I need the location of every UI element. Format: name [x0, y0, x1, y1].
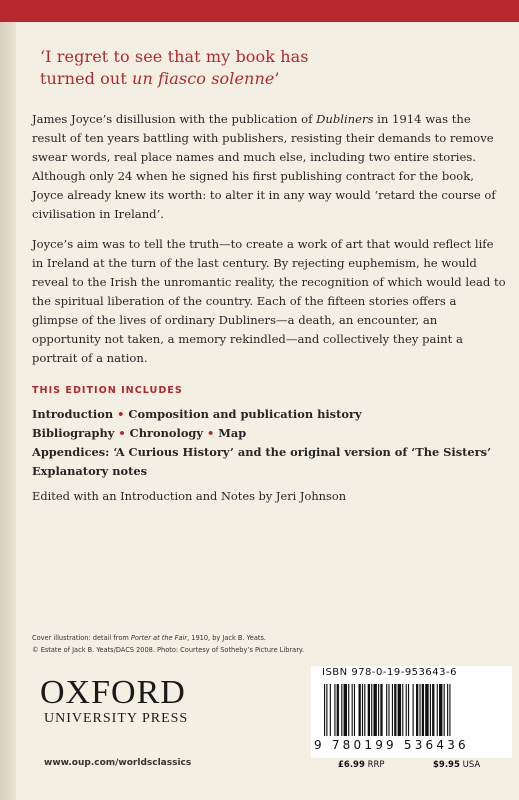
- bullet-icon: •: [118, 426, 126, 440]
- blurb-paragraph-2: Joyce’s aim was to tell the truth—to create a work of art that would reflect life in Ireland at the turn of the last century. By rejecting euphemism, he would reveal to the Irish the unromantic reality, the recognition of which would lead to the spiritual liberation of the country. Each of the fifteen stories offers a glimpse of the lives of ordinary Dubliners—a death, an encounter, an opportunity not taken, a memory rekindled—and collectively they paint a portrait of a nation.: [32, 237, 506, 365]
- publisher-url: www.oup.com/worldsclassics: [44, 758, 192, 768]
- top-color-band: [0, 0, 519, 22]
- pull-quote-italic: un fiasco solenne: [132, 69, 275, 88]
- price-us-value: $9.95: [433, 760, 460, 770]
- cover-credit-title: Porter at the Fair: [130, 634, 188, 642]
- price-us-label: USA: [462, 760, 481, 770]
- pull-quote-line-2: [40, 68, 480, 90]
- includes-line-3: Appendices: ‘A Curious History’ and the original version of ‘The Sisters’: [32, 445, 492, 459]
- bullet-icon: •: [207, 426, 215, 440]
- includes-map: Map: [218, 426, 247, 440]
- price-uk-label: RRP: [367, 760, 385, 770]
- blurb-1-part-1: James Joyce’s disillusion with the publication of: [32, 112, 317, 126]
- edition-includes-heading: THIS EDITION INCLUDES: [32, 385, 183, 396]
- bullet-icon: •: [117, 407, 125, 421]
- pull-quote-prefix: turned out: [40, 69, 133, 88]
- price-uk: [338, 760, 385, 770]
- price-uk-value: £6.99: [338, 760, 365, 770]
- cover-credit-prefix: Cover illustration: detail from: [32, 634, 131, 642]
- barcode-icon: [322, 684, 502, 738]
- blurb-1-title: Dubliners: [316, 112, 374, 126]
- spine-edge: [0, 22, 16, 800]
- includes-bibliography: Bibliography: [32, 426, 115, 440]
- cover-illustration-credit: [32, 632, 502, 656]
- isbn-number: ISBN 978-0-19-953643-6: [322, 667, 457, 678]
- blurb-1-part-2: in 1914 was the result of ten years battling with publishers, resisting their demands to remove swear words, real place names and much else, including two entire stories. Although only 24 when he signed his first publishing contract for the book, Joyce already knew its worth: to alter it in any way would ‘retard the course of civilisation in Ireland’.: [32, 112, 496, 221]
- blurb-paragraph-1: [32, 110, 506, 224]
- cover-credit-line-2: © Estate of Jack B. Yeats/DACS 2008. Photo: Courtesy of Sotheby’s Picture Library.: [32, 646, 304, 654]
- includes-line-2: [32, 425, 512, 442]
- barcode-digits: 9 780199 536436: [314, 738, 469, 752]
- publisher-subname: UNIVERSITY PRESS: [44, 711, 189, 726]
- pull-quote-suffix: ’: [274, 69, 280, 88]
- cover-credit-suffix: , 1910, by Jack B. Yeats.: [187, 634, 267, 642]
- editor-credit: Edited with an Introduction and Notes by Jeri Johnson: [32, 489, 347, 503]
- cover-credit-line-1: [32, 632, 502, 644]
- includes-chronology: Chronology: [129, 426, 204, 440]
- pull-quote-line-1: ‘I regret to see that my book has: [40, 47, 309, 66]
- pull-quote: [40, 46, 480, 90]
- includes-composition: Composition and publication history: [128, 407, 362, 421]
- includes-line-1: [32, 406, 512, 423]
- publisher-logo: OXFORD: [40, 674, 186, 711]
- includes-line-4: Explanatory notes: [32, 464, 148, 478]
- includes-introduction: Introduction: [32, 407, 114, 421]
- price-us: [433, 760, 480, 770]
